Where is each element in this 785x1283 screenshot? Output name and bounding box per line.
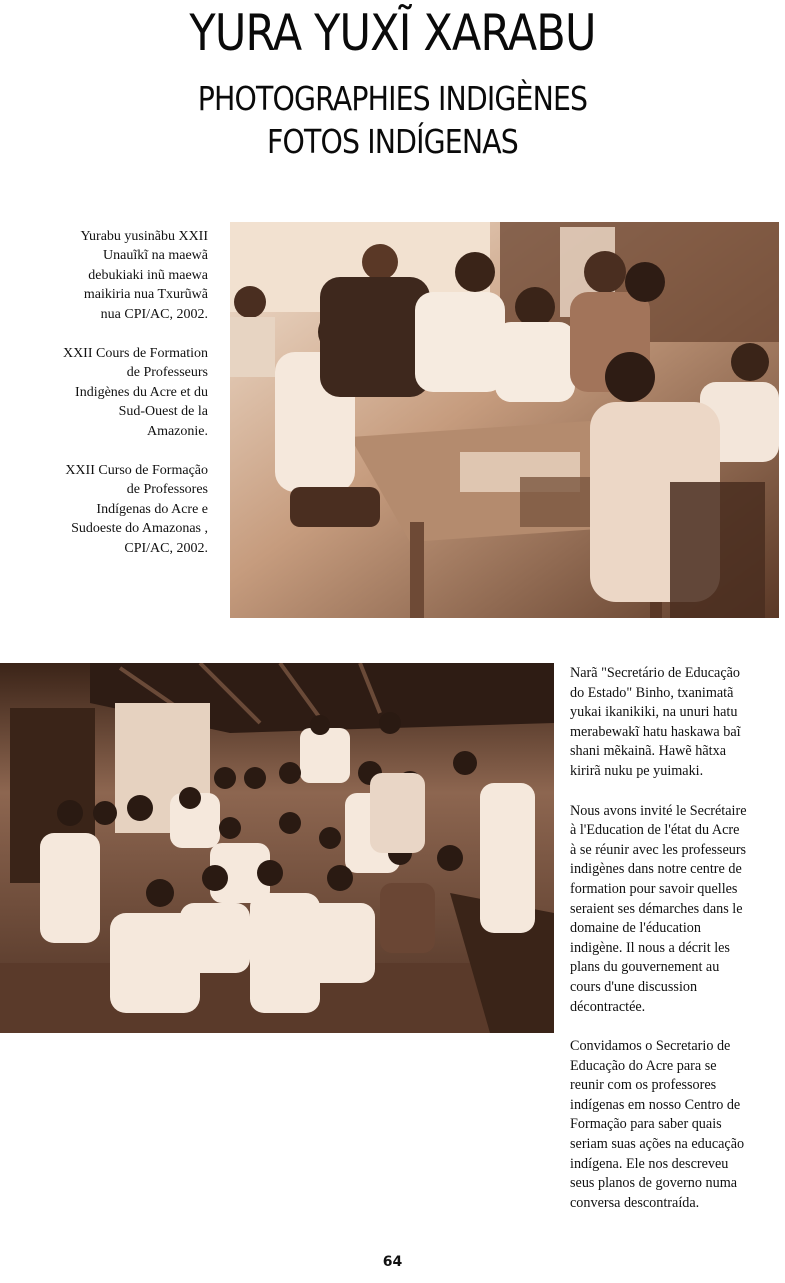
caption-portuguese: Convidamos o Secretario de Educação do Acre para se reunir com os professores indígenas em nosso Centro de Formação para saber quais seriam suas ações na educação indígena. Ele nos descreveu seus planos de governo numa conversa descontraída.: [570, 1038, 745, 1211]
caption-french: Nous avons invité le Secrétaire à l'Education de l'état du Acre à se réunir avec les professeurs indigènes dans notre centre de formation pour savoir quelles seraient ses démarches dans le domaine de l'éducation indigène. Il nous a décrit les plans du gouvernement au cours d'une discussion décontractée.: [570, 802, 747, 1015]
caption-yaminawa: Yurabu yusinãbu XXII Unauĩkĩ na maewã debukiaki inũ maewa maikiria nua Txurũwã nua CPI/AC, 2002.: [80, 229, 208, 322]
group-portrait-image: [0, 663, 554, 1033]
group-portrait-photo: [0, 663, 554, 1033]
caption-yaminawa: Narã "Secretário de Educação do Estado" Binho, txanimatã yukai ikanikiki, na unuri hatu merabewakĩ hatu haskawa baĩ shani mẽkainã. Hawẽ hãtxa kirirã nuku pe yuimaki.: [570, 665, 741, 779]
page-title: YURA YUXĨ XARABU: [189, 4, 596, 62]
top-photo-caption: [30, 227, 208, 578]
caption-french: XXII Cours de Formation de Professeurs Indigènes du Acre et du Sud-Ouest de la Amazonie.: [62, 346, 208, 439]
workshop-photo: [230, 222, 779, 618]
caption-portuguese: XXII Curso de Formação de Professores Indígenas do Acre e Sudoeste do Amazonas , CPI/AC, 2002.: [65, 463, 208, 556]
subtitle-french: PHOTOGRAPHIES INDIGÈNES: [197, 79, 588, 118]
workshop-photo-image: [230, 222, 779, 618]
page-number: 64: [382, 1254, 403, 1270]
subtitle-portuguese: FOTOS INDÍGENAS: [267, 122, 518, 161]
bottom-photo-caption: [570, 664, 782, 1233]
